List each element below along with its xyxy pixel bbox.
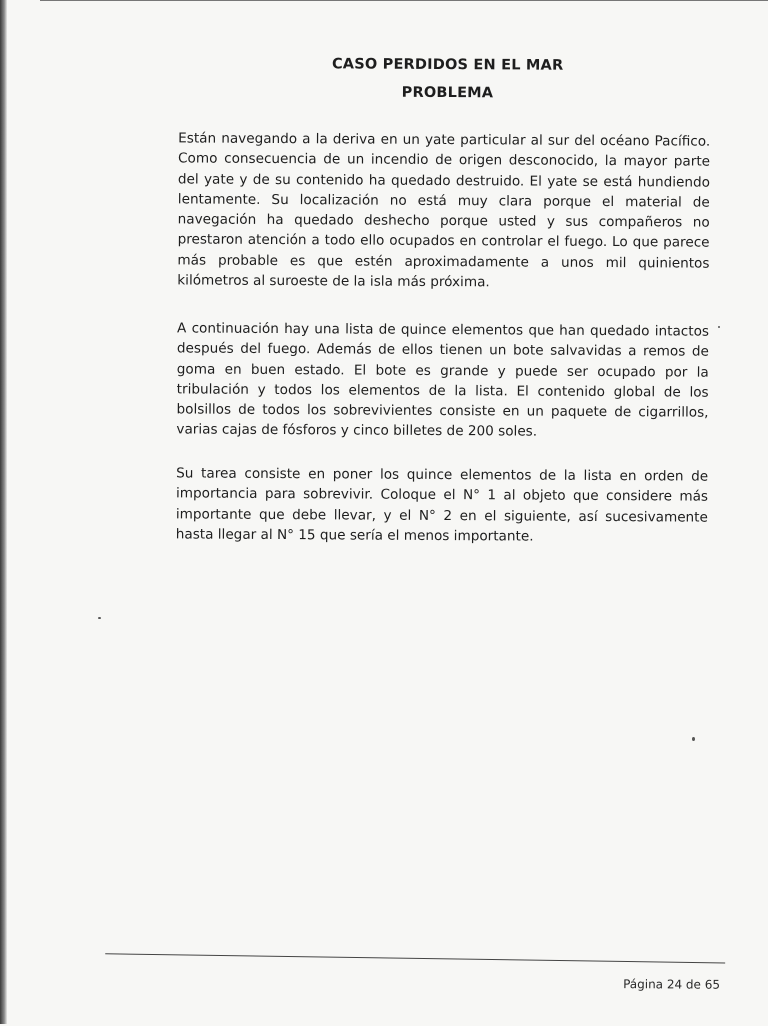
paragraph-3: Su tarea consiste en poner los quince elementos de la lista en orden de importancia para sobrevivir. Coloque el N° 1 al objeto que considere más importante que debe llevar, y el N° 2 en el siguiente, así sucesivamente hasta llegar al N° 15 que sería el menos importante. [175, 465, 709, 545]
document-subtitle: PROBLEMA [401, 84, 494, 102]
page-number: Página 24 de 65 [623, 977, 721, 992]
scan-speck [98, 617, 101, 619]
scan-speck [692, 737, 695, 741]
paragraph-2: A continuación hay una lista de quince elementos que han quedado intactos después del fuego. Además de ellos tienen un bote salvavidas a remos de goma en buen estado. El bote es grande y puede ser ocupado por la tribulación y todos los elementos de la lista. El contenido global de los bolsillos de todos los sobrevivientes consiste en un paquete de cigarrillos, varias cajas de fósforos y cinco billetes de 200 soles. [176, 320, 710, 441]
scan-speck [718, 326, 720, 328]
document-title: CASO PERDIDOS EN EL MAR [331, 56, 564, 74]
footer-rule [105, 953, 725, 963]
paragraph-1: Están navegando a la deriva en un yate particular al sur del océano Pacífico. Como consecuencia de un incendio de origen desconocido, la mayor parte del yate y de su contenido ha quedado destruido. El yate se está hundiendo lentamente. Su localización no está muy clara porque el material de navegación ha quedado deshecho porque usted y sus compañeros no prestaron atención a todo ello ocupados en controlar el fuego. Lo que parece más probable es que estén aproximadamente a unos mil quinientos kilómetros al suroeste de la isla más próxima. [177, 130, 711, 291]
